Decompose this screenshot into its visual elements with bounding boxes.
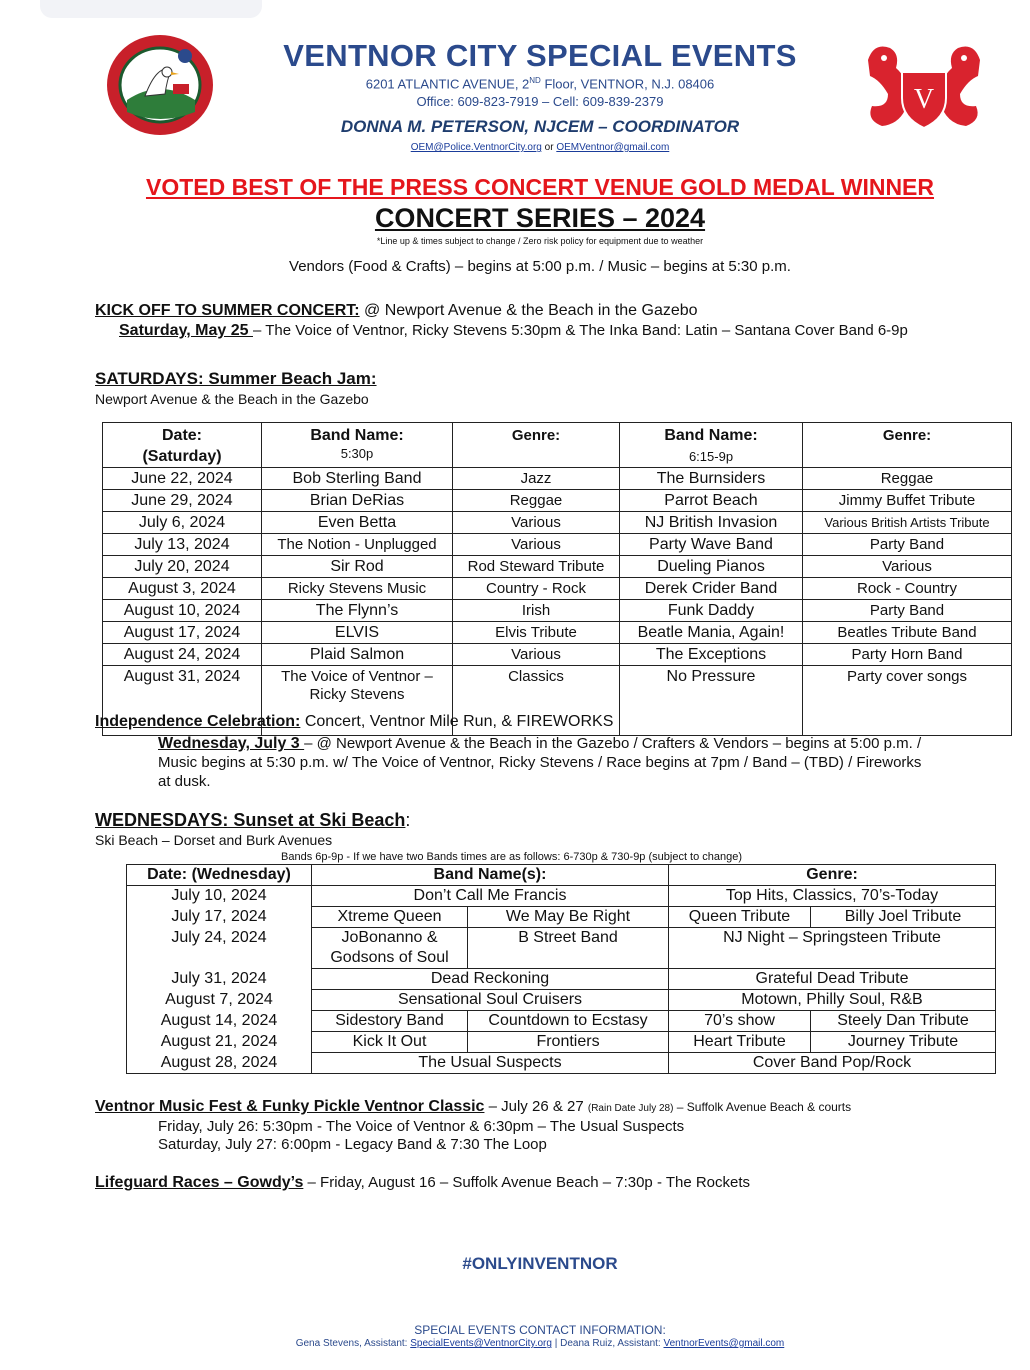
ventnor-special-events-logo xyxy=(105,34,215,136)
independence-date: Wednesday, July 3 xyxy=(158,735,305,752)
musicfest-saturday: Saturday, July 27: 6:00pm - Legacy Band & 7:30 The Loop xyxy=(158,1136,547,1153)
footer-contacts: Gena Stevens, Assistant: SpecialEvents@VentnorCity.org | Deana Ruiz, Assistant: VentnorEvents@gmail.com xyxy=(295,1338,785,1349)
table-row: June 29, 2024 Brian DeRias Reggae Parrot Beach Jimmy Buffet Tribute xyxy=(103,490,1012,512)
wednesdays-location: Ski Beach – Dorset and Burk Avenues xyxy=(95,832,333,848)
ventnor-crest-logo xyxy=(862,40,986,132)
table-row: August 28, 2024 The Usual Suspects Cover Band Pop/Rock xyxy=(127,1053,996,1074)
saturdays-location: Newport Avenue & the Beach in the Gazebo xyxy=(95,391,369,407)
independence-heading: Independence Celebration: xyxy=(95,713,301,730)
wednesdays-heading: WEDNESDAYS: Sunset at Ski Beach xyxy=(95,810,406,830)
oem-police-email-link[interactable]: OEM@Police.VentnorCity.org xyxy=(410,142,542,153)
kickoff-detail: Saturday, May 25 – The Voice of Ventnor, Ricky Stevens 5:30pm & The Inka Band: Latin – Santana Cover Band 6-9p xyxy=(119,322,908,339)
lifeguard-line: Lifeguard Races – Gowdy’s – Friday, August 16 – Suffolk Avenue Beach – 7:30p - The Rockets xyxy=(95,1174,751,1191)
crest-letter: V xyxy=(913,84,935,115)
header-date: Date: (Saturday) xyxy=(103,423,262,468)
page-title: VENTNOR CITY SPECIAL EVENTS xyxy=(283,38,797,73)
series-title: CONCERT SERIES – 2024 xyxy=(374,203,706,233)
kickoff-date: Saturday, May 25 xyxy=(119,322,253,339)
table-row: July 13, 2024 The Notion - Unplugged Various Party Wave Band Party Band xyxy=(103,534,1012,556)
table-row: July 6, 2024 Even Betta Various NJ British Invasion Various British Artists Tribute xyxy=(103,512,1012,534)
kickoff-heading: KICK OFF TO SUMMER CONCERT: xyxy=(95,302,360,319)
award-banner: VOTED BEST OF THE PRESS CONCERT VENUE GOLD MEDAL WINNER xyxy=(145,174,935,200)
kickoff-line: KICK OFF TO SUMMER CONCERT: @ Newport Avenue & the Beach in the Gazebo xyxy=(95,302,698,319)
table-row: July 10, 2024 Don’t Call Me Francis Top Hits, Classics, 70’s-Today xyxy=(127,886,996,907)
musicfest-line: Ventnor Music Fest & Funky Pickle Ventnor Classic – July 26 & 27 (Rain Date July 28) – Suffolk Avenue Beach & courts xyxy=(95,1098,852,1115)
table-row: August 21, 2024 Kick It Out Frontiers Heart Tribute Journey Tribute xyxy=(127,1032,996,1053)
coordinator-name: DONNA M. PETERSON, NJCEM – COORDINATOR xyxy=(340,117,740,136)
musicfest-friday: Friday, July 26: 5:30pm - The Voice of Ventnor & 6:30pm – The Usual Suspects xyxy=(158,1118,685,1135)
lifeguard-heading: Lifeguard Races – Gowdy’s xyxy=(95,1174,304,1191)
table-row: August 10, 2024 The Flynn’s Irish Funk Daddy Party Band xyxy=(103,600,1012,622)
table-row: July 24, 2024 JoBonanno & Godsons of Soul B Street Band NJ Night – Springsteen Tribute xyxy=(127,928,996,969)
ventnor-events-email-link[interactable]: VentnorEvents@gmail.com xyxy=(663,1338,785,1349)
header-genre1: Genre: xyxy=(453,423,620,468)
header-phones: Office: 609-823-7919 – Cell: 609-839-2379 xyxy=(416,94,664,109)
independence-detail: Wednesday, July 3 – @ Newport Avenue & the Beach in the Gazebo / Crafters & Vendors – begins at 5:00 p.m. / Music begins at 5:30 p.m. w/ The Voice of Ventnor, Ricky Stevens / Race begins at 7pm / Band – (TBD) / Fireworks at dusk. xyxy=(158,735,922,790)
saturdays-table xyxy=(102,422,1012,736)
table-row: August 17, 2024 ELVIS Elvis Tribute Beatle Mania, Again! Beatles Tribute Band xyxy=(103,622,1012,644)
vendors-note: Vendors (Food & Crafts) – begins at 5:00 p.m. / Music – begins at 5:30 p.m. xyxy=(289,258,791,275)
table-row: August 7, 2024 Sensational Soul Cruisers Motown, Philly Soul, R&B xyxy=(127,990,996,1011)
header-band2: Band Name: 6:15-9p xyxy=(620,423,803,468)
wednesdays-table xyxy=(126,864,996,1074)
table-row: June 22, 2024 Bob Sterling Band Jazz The Burnsiders Reggae xyxy=(103,468,1012,490)
footer-title: SPECIAL EVENTS CONTACT INFORMATION: xyxy=(414,1323,666,1337)
table-row: August 31, 2024 The Voice of Ventnor – Ricky Stevens Classics No Pressure Party cover songs xyxy=(103,666,1012,736)
wednesdays-note: Bands 6p-9p - If we have two Bands times are as follows: 6-730p & 730-9p (subject to change) xyxy=(281,851,743,863)
table-header-row: Date: (Wednesday) Band Name(s): Genre: xyxy=(127,865,996,886)
header-address: 6201 ATLANTIC AVENUE, 2ND Floor, VENTNOR, N.J. 08406 xyxy=(365,76,715,92)
oem-gmail-email-link[interactable]: OEMVentnor@gmail.com xyxy=(556,142,670,153)
table-row: July 17, 2024 Xtreme Queen We May Be Right Queen Tribute Billy Joel Tribute xyxy=(127,907,996,928)
table-row: August 14, 2024 Sidestory Band Countdown to Ecstasy 70’s show Steely Dan Tribute xyxy=(127,1011,996,1032)
table-row: July 20, 2024 Sir Rod Rod Steward Tribute Dueling Pianos Various xyxy=(103,556,1012,578)
top-tab-strip xyxy=(40,0,262,18)
table-row: August 24, 2024 Plaid Salmon Various The Exceptions Party Horn Band xyxy=(103,644,1012,666)
table-row: July 31, 2024 Dead Reckoning Grateful Dead Tribute xyxy=(127,969,996,990)
table-header-row xyxy=(103,423,1012,468)
header-band1: Band Name: 5:30p xyxy=(262,423,453,468)
independence-line: Independence Celebration: Concert, Ventnor Mile Run, & FIREWORKS xyxy=(95,713,614,730)
wednesdays-heading-line: WEDNESDAYS: Sunset at Ski Beach: xyxy=(95,810,411,830)
hashtag: #ONLYINVENTNOR xyxy=(462,1254,618,1273)
special-events-email-link[interactable]: SpecialEvents@VentnorCity.org xyxy=(410,1338,552,1349)
header-emails: OEM@Police.VentnorCity.org or OEMVentnor@gmail.com xyxy=(410,142,670,153)
table-row: August 3, 2024 Ricky Stevens Music Country - Rock Derek Crider Band Rock - Country xyxy=(103,578,1012,600)
disclaimer: *Line up & times subject to change / Zero risk policy for equipment due to weather xyxy=(376,236,704,246)
musicfest-heading: Ventnor Music Fest & Funky Pickle Ventnor Classic xyxy=(95,1098,485,1115)
header-genre2: Genre: xyxy=(803,423,1012,468)
saturdays-heading: SATURDAYS: Summer Beach Jam: xyxy=(95,369,377,388)
